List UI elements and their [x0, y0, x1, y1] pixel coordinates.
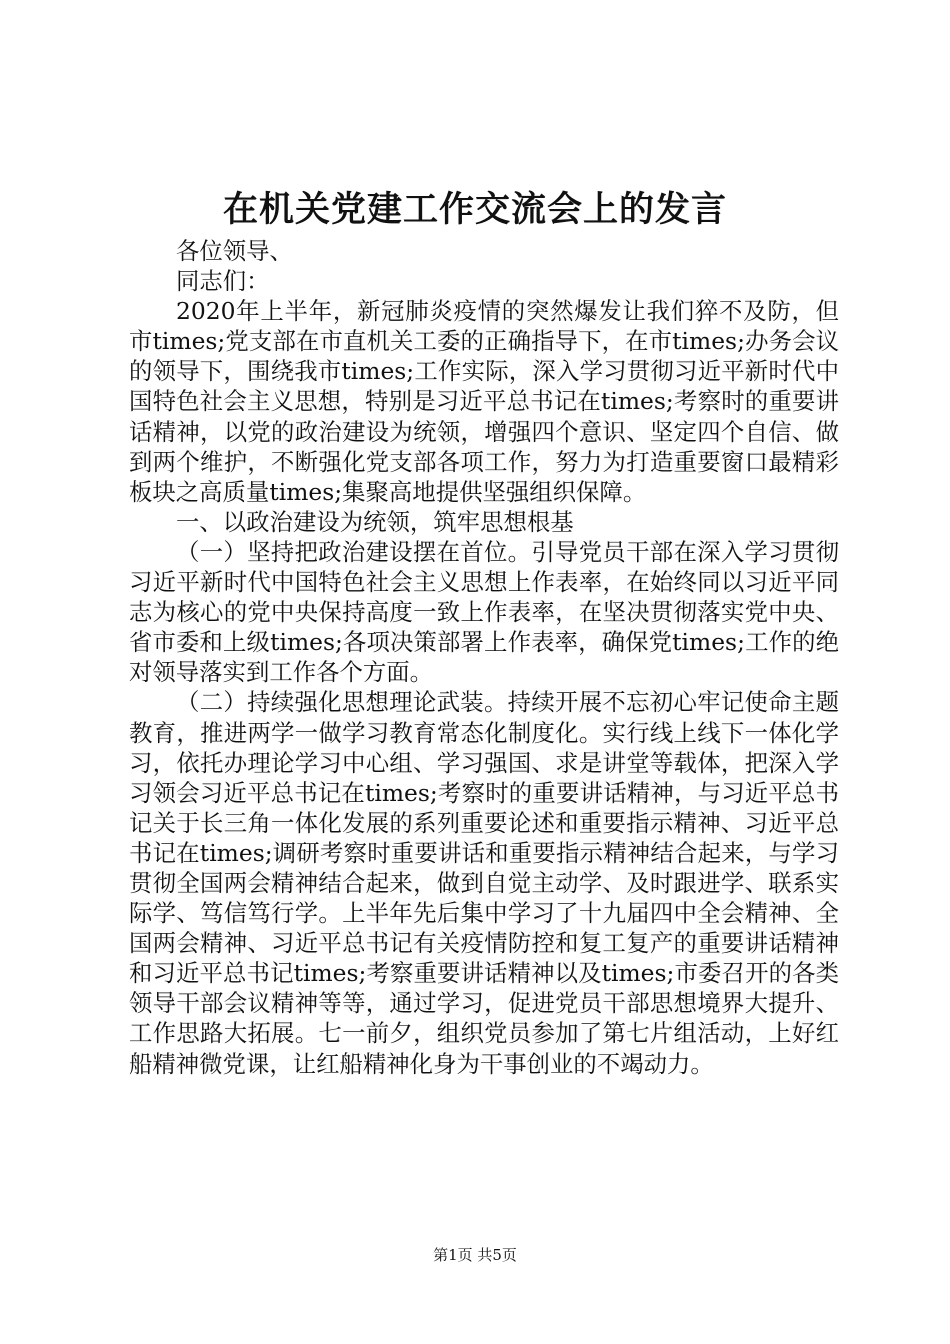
- page-footer: 第1页 共5页: [433, 1246, 517, 1264]
- salutation-leaders: 各位领导、: [176, 237, 293, 265]
- document-title: 在机关党建工作交流会上的发言: [222, 189, 727, 230]
- section-heading-1: 一、以政治建设为统领，筑牢思想根基: [176, 507, 574, 536]
- document-body: [129, 206, 839, 1079]
- subsection-1-paragraph: （一）坚持把政治建设摆在首位。引导党员干部在深入学习贯彻习近平新时代中国特色社会主义思想上作表率，在始终同以习近平同志为核心的党中央保持高度一致上作表率，在坚决贯彻落实党中央、省市委和上级times;各项决策部署上作表率，确保党times;工作的绝对领导落实到工作各个方面。: [129, 537, 839, 687]
- salutation-comrades: 同志们：: [176, 267, 270, 296]
- intro-paragraph: 2020年上半年，新冠肺炎疫情的突然爆发让我们猝不及防，但市times;党支部在市直机关工委的正确指导下，在市times;办务会议的领导下，围绕我市times;工作实际，深入学习贯彻习近平新时代中国特色社会主义思想，特别是习近平总书记在times;考察时的重要讲话精神，以党的政治建设为统领，增强四个意识、坚定四个自信、做到两个维护，不断强化党支部各项工作，努力为打造重要窗口最精彩板块之高质量times;集聚高地提供坚强组织保障。: [129, 297, 839, 506]
- subsection-2-paragraph: （二）持续强化思想理论武装。持续开展不忘初心牢记使命主题教育，推进两学一做学习教育常态化制度化。实行线上线下一体化学习，依托办理论学习中心组、学习强国、求是讲堂等载体，把深入学习领会习近平总书记在times;考察时的重要讲话精神，与习近平总书记关于长三角一体化发展的系列重要论述和重要指示精神、习近平总书记在times;调研考察时重要讲话和重要指示精神结合起来，与学习贯彻全国两会精神结合起来，做到自觉主动学、及时跟进学、联系实际学、笃信笃行学。上半年先后集中学习了十九届四中全会精神、全国两会精神、习近平总书记有关疫情防控和复工复产的重要讲话精神和习近平总书记times;考察重要讲话精神以及times;市委召开的各类领导干部会议精神等等，通过学习，促进党员干部思想境界大提升、工作思路大拓展。七一前夕，组织党员参加了第七片组活动，上好红船精神微党课，让红船精神化身为干事创业的不竭动力。: [129, 688, 839, 1078]
- title-spacer: [129, 206, 839, 236]
